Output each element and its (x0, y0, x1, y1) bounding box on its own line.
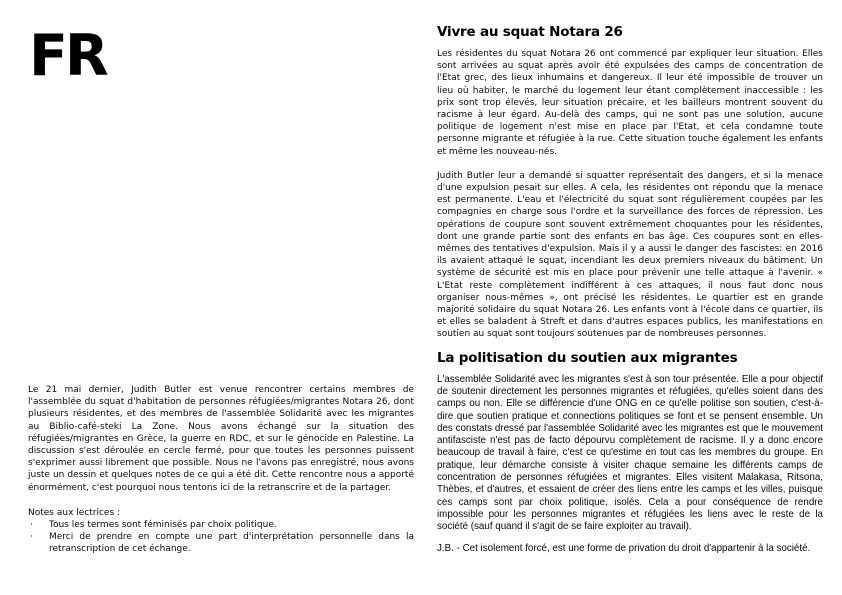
section1-paragraph-1: Les résidentes du squat Notara 26 ont commencé par expliquer leur situation. Elles sont arrivées au squat après avoir été expulsées des camps de concentration de l'Etat grec, des lieux inhumains et dangereux. Il leur été impossible de trouver un lieu où habiter, le marché du logement leur étant complètement inaccessible : les prix sont trop élevés, leur situation précaire, et les bailleurs montrent souvent du racisme à leur égard. Au-delà des camps, qui ne sont pas une solution, aucune politique de logement n'est mise en place par l'Etat, et cela condamne toute personne migrante et réfugiée à la rue. Cette situation touche également les enfants et même les nouveau-nés. (437, 49, 823, 157)
notes-title: Notes aux lectrices : (28, 507, 121, 518)
section1-paragraph-2: Judith Butler leur a demandé si squatter représentait des dangers, et si la menace d'une expulsion pesait sur elles. A cela, les résidentes ont répondu que la menace est permanente. L'eau et l'électricité du squat sont régulièrement coupées par les compagnies en charge sous l'ordre et la surveillance des forces de répression. Les opérations de coupure sont souvent extrêmement choquantes pour les résidentes, dont une grande partie sont des enfants en bas âge. Ces coupures sont en elles-mêmes des tentatives d'expulsion. Mais il y a aussi le danger des fascistes: en 2016 ils avaient attaqué le squat, incendiant les deux premiers niveaux du bâtiment. Un système de sécurité est mis en place pour prévenir une telle attaque à l'avenir. « L'Etat reste complètement indifférent à ces attaques, il nous faut donc nous organiser nous-mêmes », ont précisé les résidentes. Le quartier est en grande majorité solidaire du squat Notara 26. Les enfants vont à l'école dans ce quartier, ils et elles se baladent à Streft et dans d'autres espaces publics, les manifestations en soutien au squat sont toujours soutenues par de nombreuses personnes. (437, 170, 823, 340)
reader-notes (28, 507, 414, 556)
note-item (28, 519, 414, 531)
section-title-vivre-au-squat: Vivre au squat Notara 26 (437, 24, 623, 40)
right-column (437, 24, 823, 555)
intro-paragraph: Le 21 mai dernier, Judith Butler est venue rencontrer certains membres de l'assemblée du squat d'habitation de personnes réfugiées/migrantes Notara 26, dont plusieurs résidentes, et des membres de l'assemblée Solidarité avec les migrantes au Biblio-café-steki La Zone. Nous avons échangé sur la situation des réfugiées/migrantes en Grèce, la guerre en RDC, et sur le génocide en Palestine. La discussion s'est déroulée en cercle fermé, pour que toutes les personnes puissent s'exprimer aussi librement que possible. Nous ne l'avons pas enregistré, nous avons juste un dessin et quelques notes de ce qui a été dit. Cette rencontre nous a apporté énormément, c'est pourquoi nous tentons ici de la retranscrire et de la partager. (28, 385, 414, 493)
note-text: Merci de prendre en compte une part d'interprétation personnelle dans la retranscription de cet échange. (49, 532, 414, 555)
section-title-politisation: La politisation du soutien aux migrantes (437, 349, 738, 366)
language-label: FR (29, 23, 106, 89)
jb-quote: J.B. - Cet isolement forcé, est une forme de privation du droit d'appartenir à la société. (437, 542, 811, 554)
bullet-icon: · (30, 532, 33, 543)
note-item (28, 531, 414, 555)
bullet-icon: · (30, 520, 33, 531)
left-column (28, 384, 414, 556)
note-text: Tous les termes sont féminisés par choix politique. (49, 520, 277, 531)
section2-paragraph-1: L'assemblée Solidarité avec les migrantes s'est à son tour présentée. Elle a pour objectif de soutenir directement les personnes migrantes et réfugiées, qu'elles soient dans des camps ou non. Elle se différencie d'une ONG en ce qu'elle politise son soutien, c'est-à-dire que soutien pratique et connections politiques se font et se pensent ensemble. Un des constats dressé par l'assemblée Solidarité avec les migrantes est que le mouvement antifasciste n'est pas de facto dépourvu complètement de racisme. Il y a donc encore beaucoup de travail à faire, c'est ce qu'estime en tout cas les membres du groupe. En pratique, leur démarche consiste à visiter chaque semaine les différents camps de concentration de personnes réfugiées et migrantes. Elles visitent Malakasa, Ritsona, Thèbes, et d'autres, et essaient de créer des liens entre les camps et les villes, puisque ces camps sont par choix politique, isolés. Cela a pour conséquence de rendre impossible pour les personnes migrantes et réfugiées les liens avec le reste de la société (sauf quand il s'agit de se faire exploiter au travail). (437, 373, 823, 533)
